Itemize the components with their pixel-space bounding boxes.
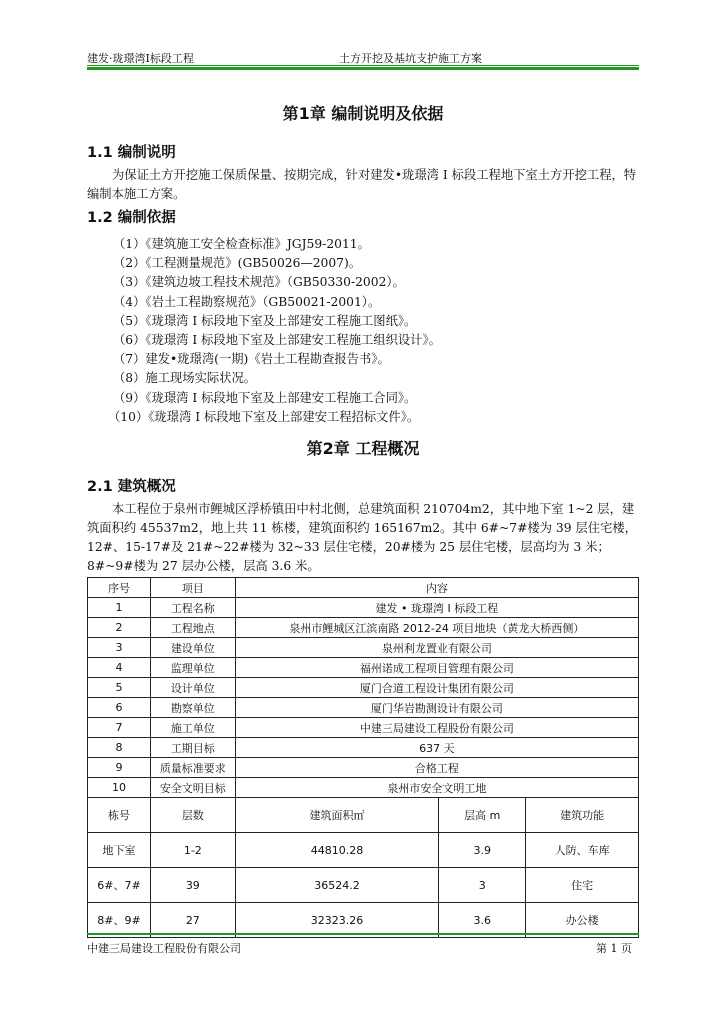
header-rule-thin [87,65,639,66]
table-cell: 安全文明目标 [150,778,235,798]
header-cell: 建筑功能 [526,798,639,833]
table-row [88,778,639,798]
table-cell: 办公楼 [526,903,639,938]
header-cell: 内容 [235,578,638,598]
table-row [88,758,639,778]
table-cell: 3.6 [439,903,526,938]
header-cell: 项目 [150,578,235,598]
page-number: 第 1 页 [596,942,632,955]
table-cell: 福州诺成工程项目管理有限公司 [235,658,638,678]
table-row [88,718,639,738]
table-cell: 建发 • 珑璟湾 I 标段工程 [235,598,638,618]
table-cell: 泉州市鲤城区江滨南路 2012-24 项目地块（黄龙大桥西侧） [235,618,638,638]
table-cell: 建设单位 [150,638,235,658]
building-row [88,833,639,868]
project-info-table [87,577,639,938]
table-cell: 4 [88,658,151,678]
table-cell: 27 [150,903,235,938]
header-document-title: 土方开挖及基坑支护施工方案 [339,52,482,65]
building-row [88,868,639,903]
table-cell: 质量标准要求 [150,758,235,778]
table-cell: 3 [439,868,526,903]
header-cell: 栋号 [88,798,151,833]
reference-item: （5）《珑璟湾 I 标段地下室及上部建安工程施工图纸》。 [113,313,417,328]
table-cell: 中建三局建设工程股份有限公司 [235,718,638,738]
table-row [88,638,639,658]
table-cell: 施工单位 [150,718,235,738]
table-cell: 住宅 [526,868,639,903]
header-cell: 建筑面积㎡ [235,798,439,833]
table-cell: 工程名称 [150,598,235,618]
reference-item: （10）《珑璟湾 I 标段地下室及上部建安工程招标文件》。 [108,409,420,424]
reference-item: （1）《建筑施工安全检查标准》JGJ59-2011。 [113,237,370,251]
table-cell: 8#、9# [88,903,151,938]
table-cell: 6#、7# [88,868,151,903]
building-header-row [88,798,639,833]
table-cell: 人防、车库 [526,833,639,868]
reference-item: （8）施工现场实际状况。 [113,371,257,386]
reference-item: （7）建发•珑璟湾(一期)《岩土工程勘查报告书》。 [113,352,390,367]
table-cell: 工期目标 [150,738,235,758]
reference-list [108,235,441,427]
table-cell: 2 [88,618,151,638]
table-row [88,698,639,718]
table-cell: 3 [88,638,151,658]
header-cell: 序号 [88,578,151,598]
table-cell: 厦门合道工程设计集团有限公司 [235,678,638,698]
section-1-1-text: 为保证土方开挖施工保质保量、按期完成，针对建发•珑璟湾 I 标段工程地下室土方开挖工程，特编制本施工方案。 [87,168,637,201]
table-cell: 工程地点 [150,618,235,638]
section-1-2-title: 1.2 编制依据 [87,210,176,226]
table-cell: 7 [88,718,151,738]
reference-item: （6）《珑璟湾 I 标段地下室及上部建安工程施工组织设计》。 [113,333,441,348]
page-header [87,50,639,64]
table-cell: 设计单位 [150,678,235,698]
table-cell: 8 [88,738,151,758]
table-cell: 39 [150,868,235,903]
table-cell: 44810.28 [235,833,439,868]
table-cell: 9 [88,758,151,778]
table-row [88,658,639,678]
table-row [88,678,639,698]
table-cell: 泉州利龙置业有限公司 [235,638,638,658]
table-cell: 合格工程 [235,758,638,778]
table-cell: 1-2 [150,833,235,868]
table-cell: 厦门华岩勘测设计有限公司 [235,698,638,718]
table-cell: 6 [88,698,151,718]
chapter-2-title: 第2章 工程概况 [306,439,420,458]
chapter-1-title: 第1章 编制说明及依据 [282,104,444,123]
footer-company: 中建三局建设工程股份有限公司 [87,942,241,955]
table-cell: 1 [88,598,151,618]
reference-item: （3）《建筑边坡工程技术规范》（GB50330-2002）。 [113,275,405,290]
reference-item: （4）《岩土工程勘察规范》（GB50021-2001）。 [113,294,381,309]
table-row [88,738,639,758]
table-cell: 5 [88,678,151,698]
table-cell: 勘察单位 [150,698,235,718]
section-1-1-title: 1.1 编制说明 [87,145,176,161]
table-cell: 32323.26 [235,903,439,938]
table-row [88,618,639,638]
header-project-name: 建发·珑璟湾I标段工程 [87,52,194,65]
header-rule-thick [87,67,639,70]
table-cell: 10 [88,778,151,798]
table-cell: 监理单位 [150,658,235,678]
table-header-row [88,578,639,598]
reference-item: （9）《珑璟湾 I 标段地下室及上部建安工程施工合同》。 [113,390,417,405]
table-cell: 36524.2 [235,868,439,903]
table-cell: 3.9 [439,833,526,868]
reference-item: （2）《工程测量规范》(GB50026—2007)。 [113,256,362,271]
table-cell: 地下室 [88,833,151,868]
header-cell: 层数 [150,798,235,833]
section-2-1-text: 本工程位于泉州市鲤城区浮桥镇田中村北侧，总建筑面积 210704m2，其中地下室 1~2 层，建筑面积约 45537m2，地上共 11 栋楼，建筑面积约 165167m2。其中 6#~7#楼为 39 层住宅楼，12#、15-17#及 21#~22#楼为 32~33 层住宅楼，20#楼为 25 层住宅楼，层高均为 3 米；8#~9#楼为 27 层办公楼，层高 3.6 米。 [87,502,637,573]
footer-rule [87,933,639,935]
table-cell: 泉州市安全文明工地 [235,778,638,798]
header-cell: 层高 m [439,798,526,833]
table-row [88,598,639,618]
table-cell: 637 天 [235,738,638,758]
section-2-1-title: 2.1 建筑概况 [87,479,176,495]
